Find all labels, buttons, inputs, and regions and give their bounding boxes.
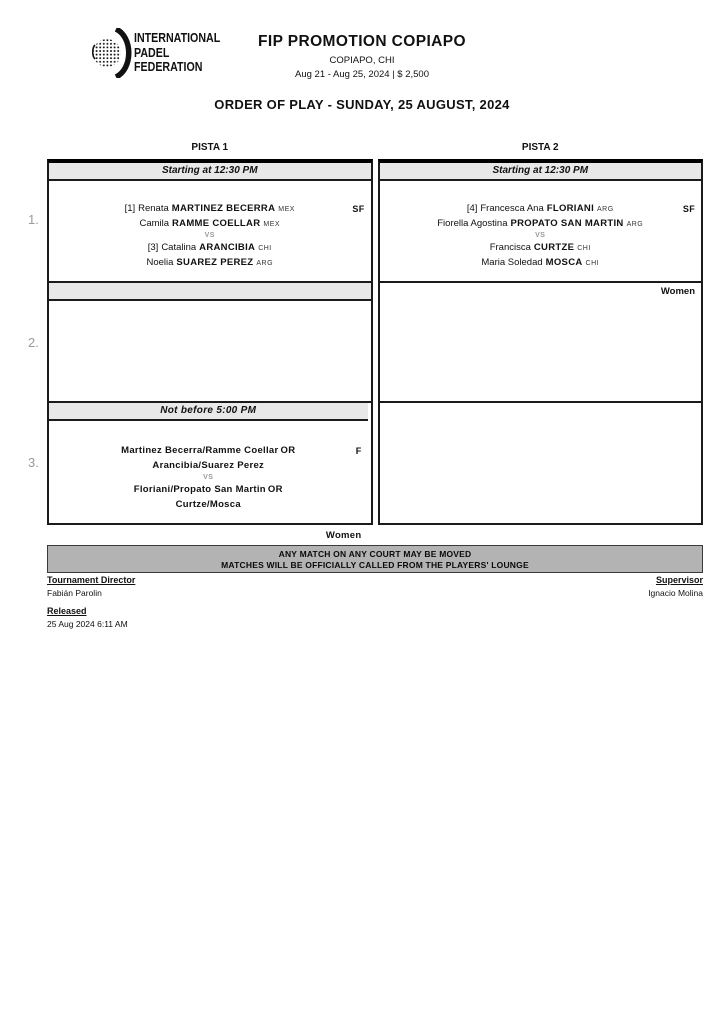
notice-line-2: MATCHES WILL BE OFFICIALLY CALLED FROM THE PLAYERS' LOUNGE [221, 559, 529, 570]
player-country: CHI [577, 245, 591, 252]
event-title: FIP PROMOTION COPIAPO [258, 33, 466, 50]
player-last-name: PROPATO SAN MARTIN [510, 218, 624, 229]
pista2-slot1-match [380, 163, 702, 297]
pista2-slot3-cell [380, 403, 699, 523]
court-label-pista1: PISTA 1 [191, 142, 229, 153]
or-label: OR [267, 484, 283, 495]
pista1-slot3-cell [49, 443, 368, 545]
player-last-name: SUAREZ PEREZ [176, 257, 254, 268]
player-country: MEX [278, 206, 295, 213]
tournament-director-label: Tournament Director [47, 575, 136, 585]
player-last-name: ARANCIBIA [199, 242, 256, 253]
event-location: COPIAPO, CHI [329, 55, 395, 66]
player-line [380, 240, 702, 255]
court-labels [47, 142, 703, 153]
slot-number-1: 1. [28, 212, 39, 227]
released-timestamp: 25 Aug 2024 6:11 AM [47, 619, 128, 629]
player-country: CHI [585, 260, 600, 267]
player-last-name: RAMME COELLAR [172, 218, 261, 229]
pista1-slot3-time-bar: Not before 5:00 PM [49, 403, 368, 421]
player-first-name: Francesca Ana [480, 203, 544, 214]
pista1-slot2-time-bar [49, 283, 371, 301]
logo-line-3: FEDERATION [134, 59, 203, 75]
team-line [49, 443, 368, 458]
player-last-name: MOSCA [545, 257, 583, 268]
event-dates-prize: Aug 21 - Aug 25, 2024 | $ 2,500 [295, 69, 429, 80]
player-last-name: CURTZE [533, 242, 575, 253]
notice-line-1: ANY MATCH ON ANY COURT MAY BE MOVED [278, 549, 472, 559]
player-first-name: Catalina [161, 242, 197, 253]
team-line: Curtze/Mosca [175, 499, 241, 510]
released-label: Released [47, 606, 87, 616]
player-first-name: Renata [138, 203, 169, 214]
vs-separator: VS [203, 474, 214, 481]
player-country: ARG [626, 221, 644, 228]
pista2-slot3-empty [380, 403, 699, 523]
team-line: Arancibia/Suarez Perez [152, 460, 265, 471]
player-line [380, 216, 702, 231]
player-first-name: Camila [139, 218, 170, 229]
pista1-slot1-match [49, 163, 371, 283]
vs-separator: VS [204, 232, 215, 239]
player-last-name: MARTINEZ BECERRA [171, 203, 276, 214]
pista1-slot2-empty [49, 283, 371, 403]
schedule-grid [47, 159, 703, 541]
pista1-slot3-match [49, 403, 368, 541]
round-badge: F [355, 446, 362, 456]
pista2-slot1-time-bar: Starting at 12:30 PM [380, 163, 702, 181]
team-names: Martinez Becerra/Ramme Coellar [121, 445, 279, 456]
or-label: OR [280, 445, 296, 456]
player-first-name: Noelia [146, 257, 174, 268]
category-badge: Women [660, 286, 695, 297]
player-first-name: Francisca [489, 242, 531, 253]
slot-number-2: 2. [28, 335, 39, 350]
player-first-name: Fiorella Agostina [437, 218, 508, 229]
page-title: ORDER OF PLAY - SUNDAY, 25 AUGUST, 2024 [214, 97, 510, 112]
player-country: ARG [597, 206, 614, 213]
pista2-slot2-cell [380, 283, 702, 401]
match-teams [49, 201, 371, 270]
event-header [0, 30, 724, 80]
category-badge: Women [325, 530, 362, 541]
player-line [49, 216, 371, 231]
court-column-pista1 [47, 159, 373, 541]
player-line [380, 201, 702, 216]
player-line [380, 255, 702, 270]
player-country: ARG [256, 260, 274, 267]
footer-right [648, 575, 703, 606]
logo-line-2: PADEL [134, 44, 170, 60]
player-line [49, 201, 371, 216]
court-column-pista2 [378, 159, 704, 525]
tournament-director-name: Fabián Parolin [47, 588, 102, 598]
supervisor-label: Supervisor [655, 575, 703, 585]
player-seed: [3] [147, 242, 159, 253]
pista1-slot2-cell [49, 301, 371, 401]
player-country: MEX [263, 221, 281, 228]
logo-line-1: INTERNATIONAL [134, 30, 221, 46]
pista2-slot2-empty [380, 283, 702, 403]
team-line [49, 482, 368, 497]
vs-separator: VS [535, 232, 546, 239]
player-first-name: Maria Soledad [481, 257, 543, 268]
team-names: Floriani/Propato San Martin [133, 484, 266, 495]
player-line [49, 240, 371, 255]
round-badge: SF [352, 204, 365, 214]
supervisor-name: Ignacio Molina [648, 588, 703, 598]
player-seed: [4] [466, 203, 478, 214]
final-match-teams [49, 443, 368, 512]
notice-bar [47, 545, 703, 573]
slot-number-3: 3. [28, 455, 39, 470]
court-label-pista2: PISTA 2 [521, 142, 559, 153]
footer-left [47, 575, 135, 637]
player-seed: [1] [124, 203, 136, 214]
round-badge: SF [682, 204, 695, 214]
player-line [49, 255, 371, 270]
player-last-name: FLORIANI [546, 203, 595, 214]
match-teams [380, 201, 702, 270]
pista1-slot1-time-bar: Starting at 12:30 PM [49, 163, 371, 181]
player-country: CHI [258, 245, 272, 252]
